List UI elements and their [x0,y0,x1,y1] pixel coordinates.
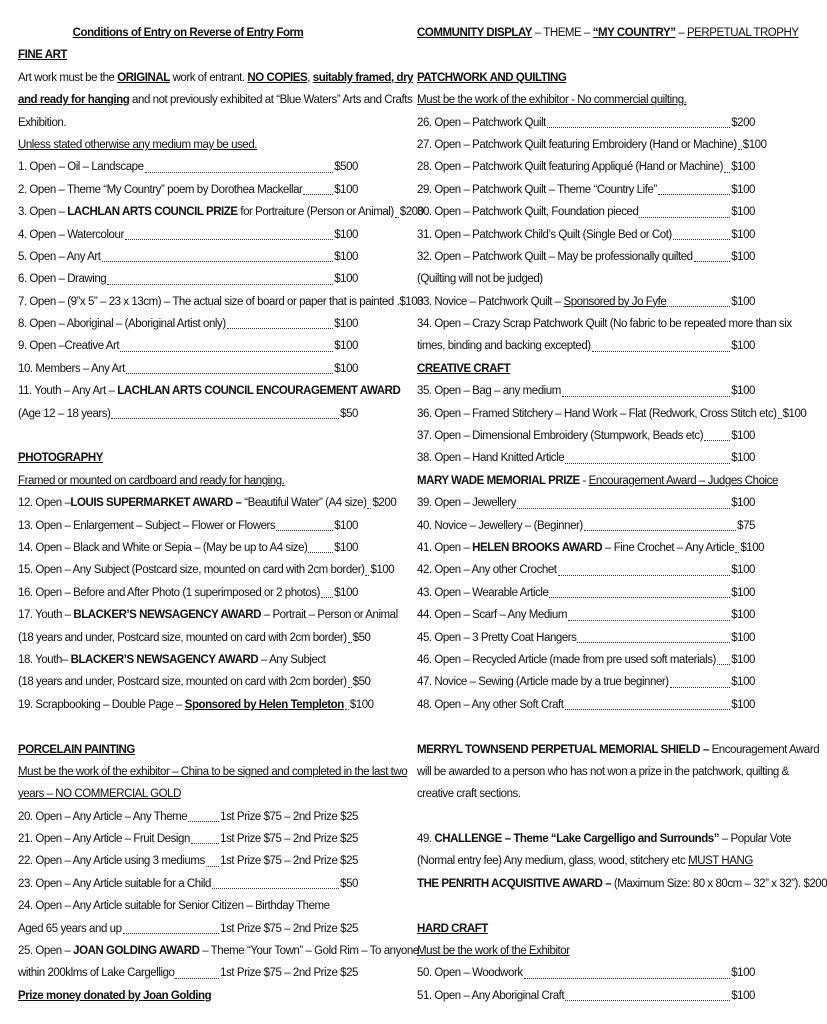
list-item: 31. Open – Patchwork Child’s Quilt (Single Bed or Cot) $100 [417,224,755,246]
fine-art-intro-line-2: and ready for hanging and not previously exhibited at “Blue Waters” Arts and Crafts [18,94,413,107]
patchwork-note: Must be the work of the exhibitor - No commercial quilting. [417,94,687,107]
list-item: 39. Open – Jewellery $100 [417,492,755,514]
list-item: 25. Open – JOAN GOLDING AWARD – Theme “Your Town” – Gold Rim – To anyone [18,945,419,958]
creative-craft-title: CREATIVE CRAFT [417,362,511,375]
youth-award-line-2: (Age 12 – 18 years) $50 [18,403,358,425]
list-item: 41. Open – HELEN BROOKS AWARD – Fine Crochet – Any Article $100 [417,537,755,559]
list-item: 3. Open – LACHLAN ARTS COUNCIL PRIZE for Portraiture (Person or Animal) $200 [18,201,358,223]
list-item: 48. Open – Any other Soft Craft $100 [417,694,755,716]
list-item: 45. Open – 3 Pretty Coat Hangers $100 [417,627,755,649]
list-item: 8. Open – Aboriginal – (Aboriginal Artist only) $100 [18,313,358,335]
list-item: 37. Open – Dimensional Embroidery (Stumpwork, Beads etc) $100 [417,425,755,447]
list-item: 38. Open – Hand Knitted Article $100 [417,447,755,469]
list-item: 19. Scrapbooking – Double Page – Sponsored by Helen Templeton $100 [18,694,358,716]
list-item: 24. Open – Any Article suitable for Senior Citizen – Birthday Theme [18,900,330,913]
list-item: 43. Open – Wearable Article $100 [417,582,755,604]
quilting-judge-note: (Quilting will not be judged) [417,273,543,286]
porcelain-note-2: years – NO COMMERCIAL GOLD [18,788,181,801]
challenge-line-2: (Normal entry fee) Any medium, glass, wood, stitchery etc MUST HANG [417,855,753,868]
list-item: 44. Open – Scarf – Any Medium $100 [417,604,755,626]
list-item: 51. Open – Any Aboriginal Craft $100 [417,985,755,1007]
porcelain-sponsor-note: Prize money donated by Joan Golding [18,989,212,1002]
list-item: 29. Open – Patchwork Quilt – Theme “Country Life” $100 [417,179,755,201]
merryl-shield-line-3: creative craft sections. [417,788,521,801]
page-heading: Conditions of Entry on Reverse of Entry Form [72,27,304,39]
list-item: 9. Open –Creative Art $100 [18,335,358,357]
list-item: 6. Open – Drawing $100 [18,268,358,290]
fine-art-note: Unless stated otherwise any medium may be used. [18,138,258,151]
hard-craft-note: Must be the work of the Exhibitor [417,945,570,958]
merryl-shield-line-1: MERRYL TOWNSEND PERPETUAL MEMORIAL SHIELD – Encouragement Award [417,743,820,756]
list-item: 23. Open – Any Article suitable for a Child $50 [18,873,358,895]
list-item: 10. Members – Any Art $100 [18,358,358,380]
list-item: 7. Open – (9”x 5” – 23 x 13cm) – The actual size of board or paper that is painted . $100 [18,295,424,308]
list-item: 36. Open – Framed Stitchery – Hand Work – Flat (Redwork, Cross Stitch etc) $100 [417,403,755,425]
list-item-continued: (18 years and under, Postcard size, mounted on card with 2cm border) $50 [18,671,358,693]
list-item: 5. Open – Any Art $100 [18,246,358,268]
list-item: 46. Open – Recycled Article (made from pre used soft materials) $100 [417,649,755,671]
list-item-continued: within 200klms of Lake Cargelligo 1st Prize $75 – 2nd Prize $25 [18,962,358,984]
list-item: 2. Open – Theme “My Country” poem by Dorothea Mackellar $100 [18,179,358,201]
list-item: 33. Novice – Patchwork Quilt – Sponsored by Jo Fyfe $100 [417,291,755,313]
photography-note: Framed or mounted on cardboard and ready for hanging. [18,474,285,487]
hard-craft-title: HARD CRAFT [417,922,488,935]
list-item: 16. Open – Before and After Photo (1 superimposed or 2 photos) $100 [18,582,358,604]
list-item: 42. Open – Any other Crochet $100 [417,559,755,581]
challenge-line-1: 49. CHALLENGE – Theme “Lake Cargelligo and Surrounds” – Popular Vote [417,833,791,846]
list-item: 1. Open – Oil – Landscape $500 [18,156,358,178]
list-item: 4. Open – Watercolour $100 [18,224,358,246]
list-item: 47. Novice – Sewing (Article made by a true beginner) $100 [417,671,755,693]
list-item-continued: times, binding and backing excepted) $100 [417,335,755,357]
youth-award-line-1: 11. Youth – Any Art – LACHLAN ARTS COUNCIL ENCOURAGEMENT AWARD [18,385,401,398]
porcelain-note-1: Must be the work of the exhibitor – China to be signed and completed in the last two [18,765,408,778]
list-item: 50. Open – Woodwork $100 [417,962,755,984]
left-column [18,22,424,1007]
list-item: 28. Open – Patchwork Quilt featuring Appliqué (Hand or Machine) $100 [417,156,755,178]
list-item: 30. Open – Patchwork Quilt, Foundation pieced $100 [417,201,755,223]
list-item: 12. Open –LOUIS SUPERMARKET AWARD – “Beautiful Water” (A4 size) $200 [18,492,358,514]
patchwork-title: PATCHWORK AND QUILTING [417,71,567,84]
list-item-continued: (18 years and under, Postcard size, mounted on card with 2cm border) $50 [18,627,358,649]
list-item-continued: Aged 65 years and up 1st Prize $75 – 2nd Prize $25 [18,918,358,940]
list-item: 21. Open – Any Article – Fruit Design 1st Prize $75 – 2nd Prize $25 [18,828,358,850]
list-item: 17. Youth – BLACKER’S NEWSAGENCY AWARD – Portrait – Person or Animal [18,609,398,622]
list-item: 20. Open – Any Article – Any Theme 1st Prize $75 – 2nd Prize $25 [18,806,358,828]
list-item: 14. Open – Black and White or Sepia – (May be up to A4 size) $100 [18,537,358,559]
list-item: 18. Youth– BLACKER’S NEWSAGENCY AWARD – Any Subject [18,653,326,666]
list-item: 15. Open – Any Subject (Postcard size, mounted on card with 2cm border) $100 [18,559,358,581]
list-item: 26. Open – Patchwork Quilt $200 [417,112,755,134]
mary-wade-prize: MARY WADE MEMORIAL PRIZE - Encouragement Award – Judges Choice [417,474,778,487]
list-item: 13. Open – Enlargement – Subject – Flower or Flowers $100 [18,515,358,537]
list-item: 34. Open – Crazy Scrap Patchwork Quilt (No fabric to be repeated more than six [417,318,792,331]
community-display-heading: COMMUNITY DISPLAY – THEME – “MY COUNTRY” – PERPETUAL TROPHY [417,27,799,39]
list-item: 27. Open – Patchwork Quilt featuring Embroidery (Hand or Machine) $100 [417,134,755,156]
photography-title: PHOTOGRAPHY [18,452,103,465]
porcelain-title: PORCELAIN PAINTING [18,743,135,756]
list-item: 32. Open – Patchwork Quilt – May be professionally quilted $100 [417,246,755,268]
fine-art-intro-line-1: Art work must be the ORIGINAL work of entrant. NO COPIES, suitably framed, dry [18,71,414,84]
right-column [417,22,827,1007]
fine-art-title: FINE ART [18,49,67,62]
merryl-shield-line-2: will be awarded to a person who has not won a prize in the patchwork, quilting & [417,765,789,778]
list-item: 40. Novice – Jewellery – (Beginner) $75 [417,515,755,537]
list-item: 35. Open – Bag – any medium $100 [417,380,755,402]
list-item: 22. Open – Any Article using 3 mediums 1st Prize $75 – 2nd Prize $25 [18,850,358,872]
fine-art-intro-line-3: Exhibition. [18,116,67,129]
penrith-award-line: THE PENRITH ACQUISITIVE AWARD – (Maximum Size: 80 x 80cm – 32” x 32”). $200 [417,877,827,890]
